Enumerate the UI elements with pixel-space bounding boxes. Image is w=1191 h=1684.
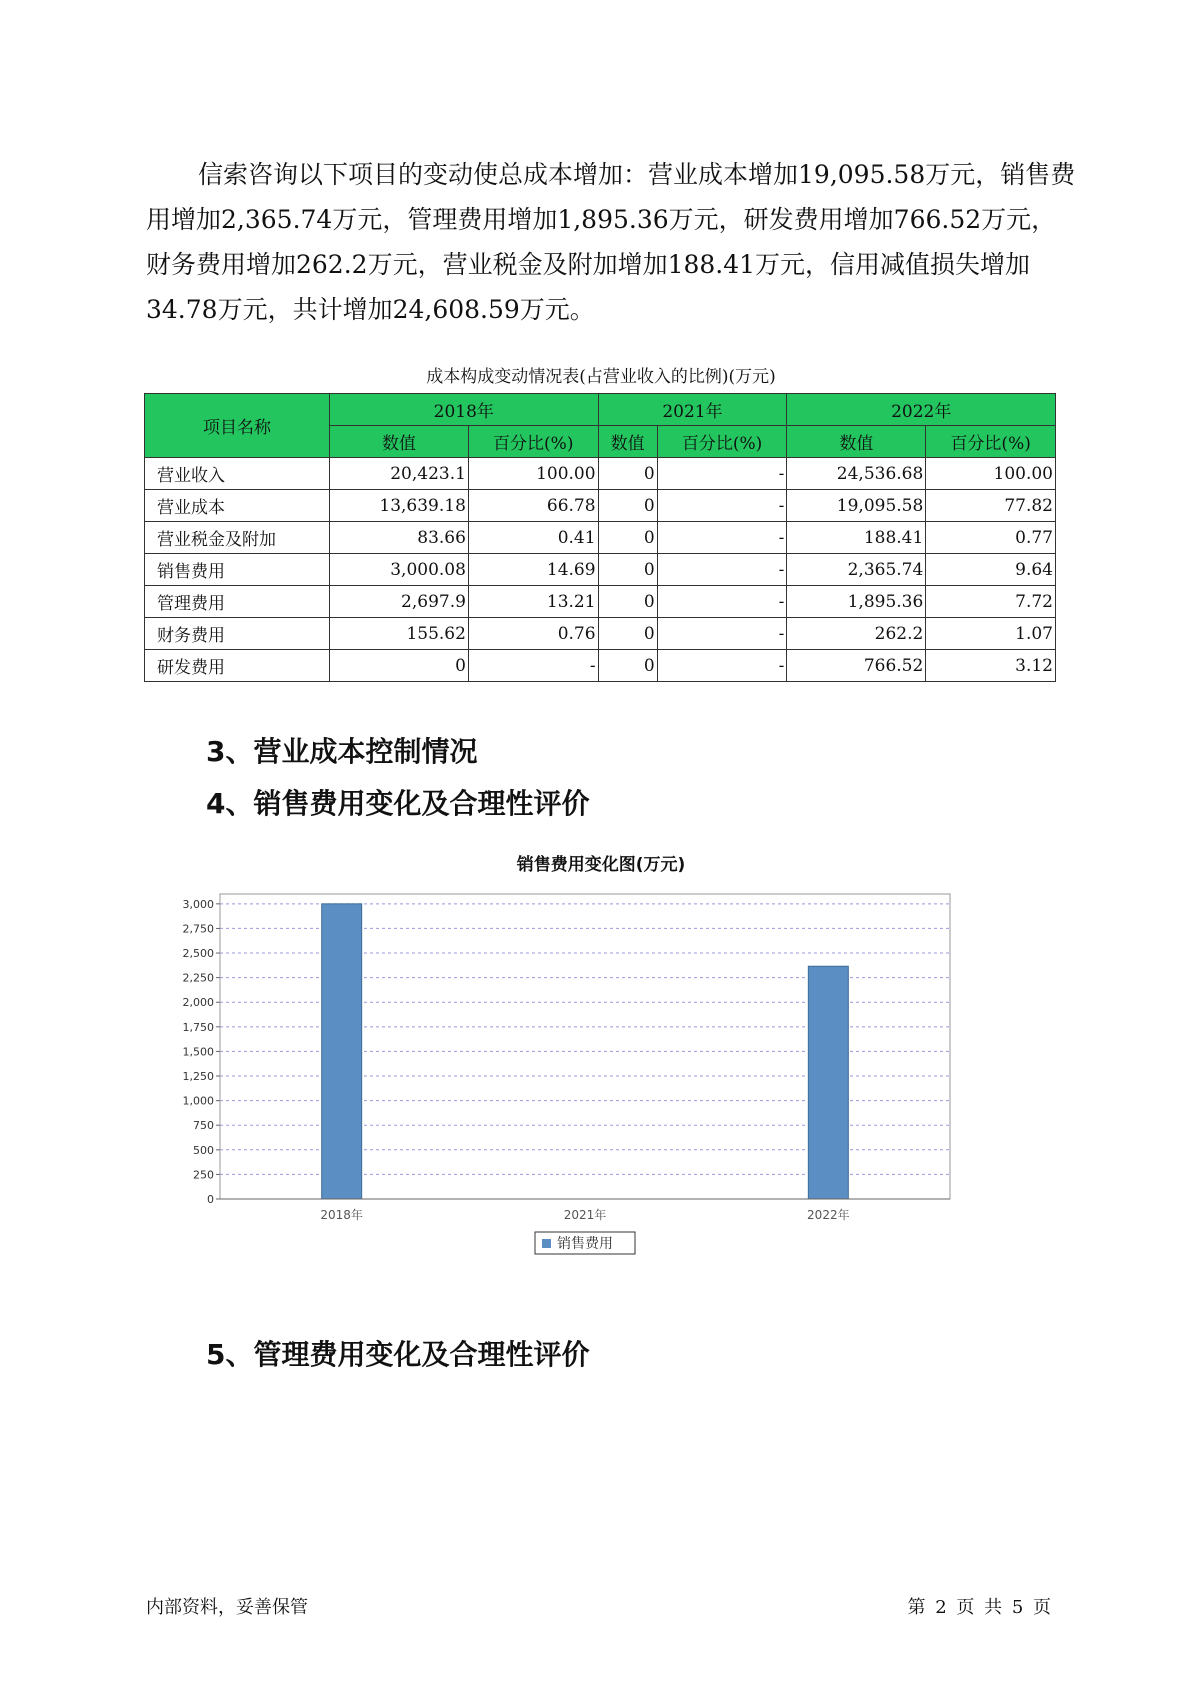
- body-paragraph: [146, 152, 1076, 332]
- table-cell: -: [657, 490, 787, 522]
- table-cell: 13,639.18: [330, 490, 469, 522]
- table-cell: 7.72: [926, 586, 1056, 618]
- table-cell: 766.52: [787, 650, 926, 682]
- table-cell: 19,095.58: [787, 490, 926, 522]
- table-cell: 13.21: [468, 586, 598, 618]
- paragraph-text: 信索咨询以下项目的变动使总成本增加：营业成本增加19,095.58万元，销售费用增加2,365.74万元，管理费用增加1,895.36万元，研发费用增加766.52万元，财务费用增加262.2万元，营业税金及附加增加188.41万元，信用减值损失增加34.78万元，共计增加24,608.59万元。: [146, 160, 1076, 324]
- table-row: [145, 490, 1056, 522]
- table-cell: 1.07: [926, 618, 1056, 650]
- section-heading-4: 4、销售费用变化及合理性评价: [206, 787, 590, 820]
- table-cell: 0: [598, 618, 657, 650]
- footer-page-number: 第 2 页 共 5 页: [907, 1597, 1051, 1618]
- table-cell: 0: [598, 586, 657, 618]
- row-label: 财务费用: [145, 618, 330, 650]
- section-heading-5: 5、管理费用变化及合理性评价: [206, 1338, 590, 1371]
- col-subheader: 百分比(%): [657, 426, 787, 458]
- table-cell: 24,536.68: [787, 458, 926, 490]
- table-cell: 155.62: [330, 618, 469, 650]
- table-cell: 9.64: [926, 554, 1056, 586]
- section-heading-3: 3、营业成本控制情况: [206, 735, 478, 768]
- table-cell: 0.77: [926, 522, 1056, 554]
- x-tick-label: 2018年: [320, 1208, 363, 1222]
- table-cell: 262.2: [787, 618, 926, 650]
- y-tick-label: 2,750: [182, 922, 214, 936]
- table-cell: 14.69: [468, 554, 598, 586]
- y-tick-label: 500: [193, 1143, 214, 1157]
- table-row: [145, 458, 1056, 490]
- table-cell: 0: [598, 458, 657, 490]
- table-row: [145, 650, 1056, 682]
- col-subheader: 数值: [330, 426, 469, 458]
- legend-swatch: [542, 1239, 551, 1248]
- y-tick-label: 0: [207, 1193, 214, 1206]
- bar: [322, 904, 362, 1199]
- table-cell: 0: [598, 650, 657, 682]
- y-tick-label: 750: [193, 1119, 214, 1133]
- table-cell: 100.00: [926, 458, 1056, 490]
- table-cell: 100.00: [468, 458, 598, 490]
- cost-structure-table: [144, 393, 1056, 682]
- y-tick-label: 250: [193, 1168, 214, 1182]
- col-header-name: 项目名称: [145, 394, 330, 458]
- bar: [808, 966, 848, 1199]
- table-cell: 2,365.74: [787, 554, 926, 586]
- table-cell: -: [657, 618, 787, 650]
- x-tick-label: 2021年: [563, 1208, 607, 1222]
- table-row: [145, 586, 1056, 618]
- y-tick-label: 1,000: [182, 1094, 214, 1108]
- table-cell: 1,895.36: [787, 586, 926, 618]
- table-cell: 3.12: [926, 650, 1056, 682]
- row-label: 管理费用: [145, 586, 330, 618]
- table-cell: 0: [598, 490, 657, 522]
- table-cell: 0: [598, 522, 657, 554]
- col-subheader: 数值: [787, 426, 926, 458]
- footer-confidential: 内部资料，妥善保管: [146, 1597, 308, 1618]
- legend-label: 销售费用: [557, 1236, 613, 1252]
- table-cell: -: [657, 522, 787, 554]
- table-row: [145, 554, 1056, 586]
- table-cell: -: [657, 586, 787, 618]
- row-label: 研发费用: [145, 650, 330, 682]
- row-label: 营业收入: [145, 458, 330, 490]
- table-cell: -: [657, 554, 787, 586]
- col-subheader: 数值: [598, 426, 657, 458]
- table-cell: 20,423.1: [330, 458, 469, 490]
- sales-expense-chart: [150, 882, 1020, 1302]
- y-tick-label: 3,000: [182, 897, 214, 911]
- chart-title: 销售费用变化图(万元): [516, 855, 686, 875]
- col-header-year: 2022年: [787, 394, 1056, 426]
- y-tick-label: 1,250: [182, 1070, 214, 1084]
- col-subheader: 百分比(%): [468, 426, 598, 458]
- table-cell: 0.76: [468, 618, 598, 650]
- table-cell: 83.66: [330, 522, 469, 554]
- table-cell: 0: [330, 650, 469, 682]
- table-caption: 成本构成变动情况表(占营业收入的比例)(万元): [426, 367, 776, 387]
- y-tick-label: 1,500: [182, 1045, 214, 1059]
- table-body: [145, 458, 1056, 682]
- y-tick-label: 2,000: [182, 996, 214, 1010]
- table-cell: -: [468, 650, 598, 682]
- col-header-year: 2021年: [598, 394, 787, 426]
- table-cell: 3,000.08: [330, 554, 469, 586]
- row-label: 营业成本: [145, 490, 330, 522]
- table-cell: -: [657, 650, 787, 682]
- y-tick-label: 1,750: [182, 1020, 214, 1034]
- col-header-year: 2018年: [330, 394, 599, 426]
- col-subheader: 百分比(%): [926, 426, 1056, 458]
- table-cell: 2,697.9: [330, 586, 469, 618]
- table-row: [145, 618, 1056, 650]
- x-tick-label: 2022年: [807, 1208, 850, 1222]
- table-cell: -: [657, 458, 787, 490]
- table-cell: 77.82: [926, 490, 1056, 522]
- table-cell: 0: [598, 554, 657, 586]
- row-label: 营业税金及附加: [145, 522, 330, 554]
- table-cell: 188.41: [787, 522, 926, 554]
- y-tick-label: 2,500: [182, 947, 214, 961]
- row-label: 销售费用: [145, 554, 330, 586]
- table-row: [145, 522, 1056, 554]
- table-cell: 66.78: [468, 490, 598, 522]
- y-tick-label: 2,250: [182, 971, 214, 985]
- table-cell: 0.41: [468, 522, 598, 554]
